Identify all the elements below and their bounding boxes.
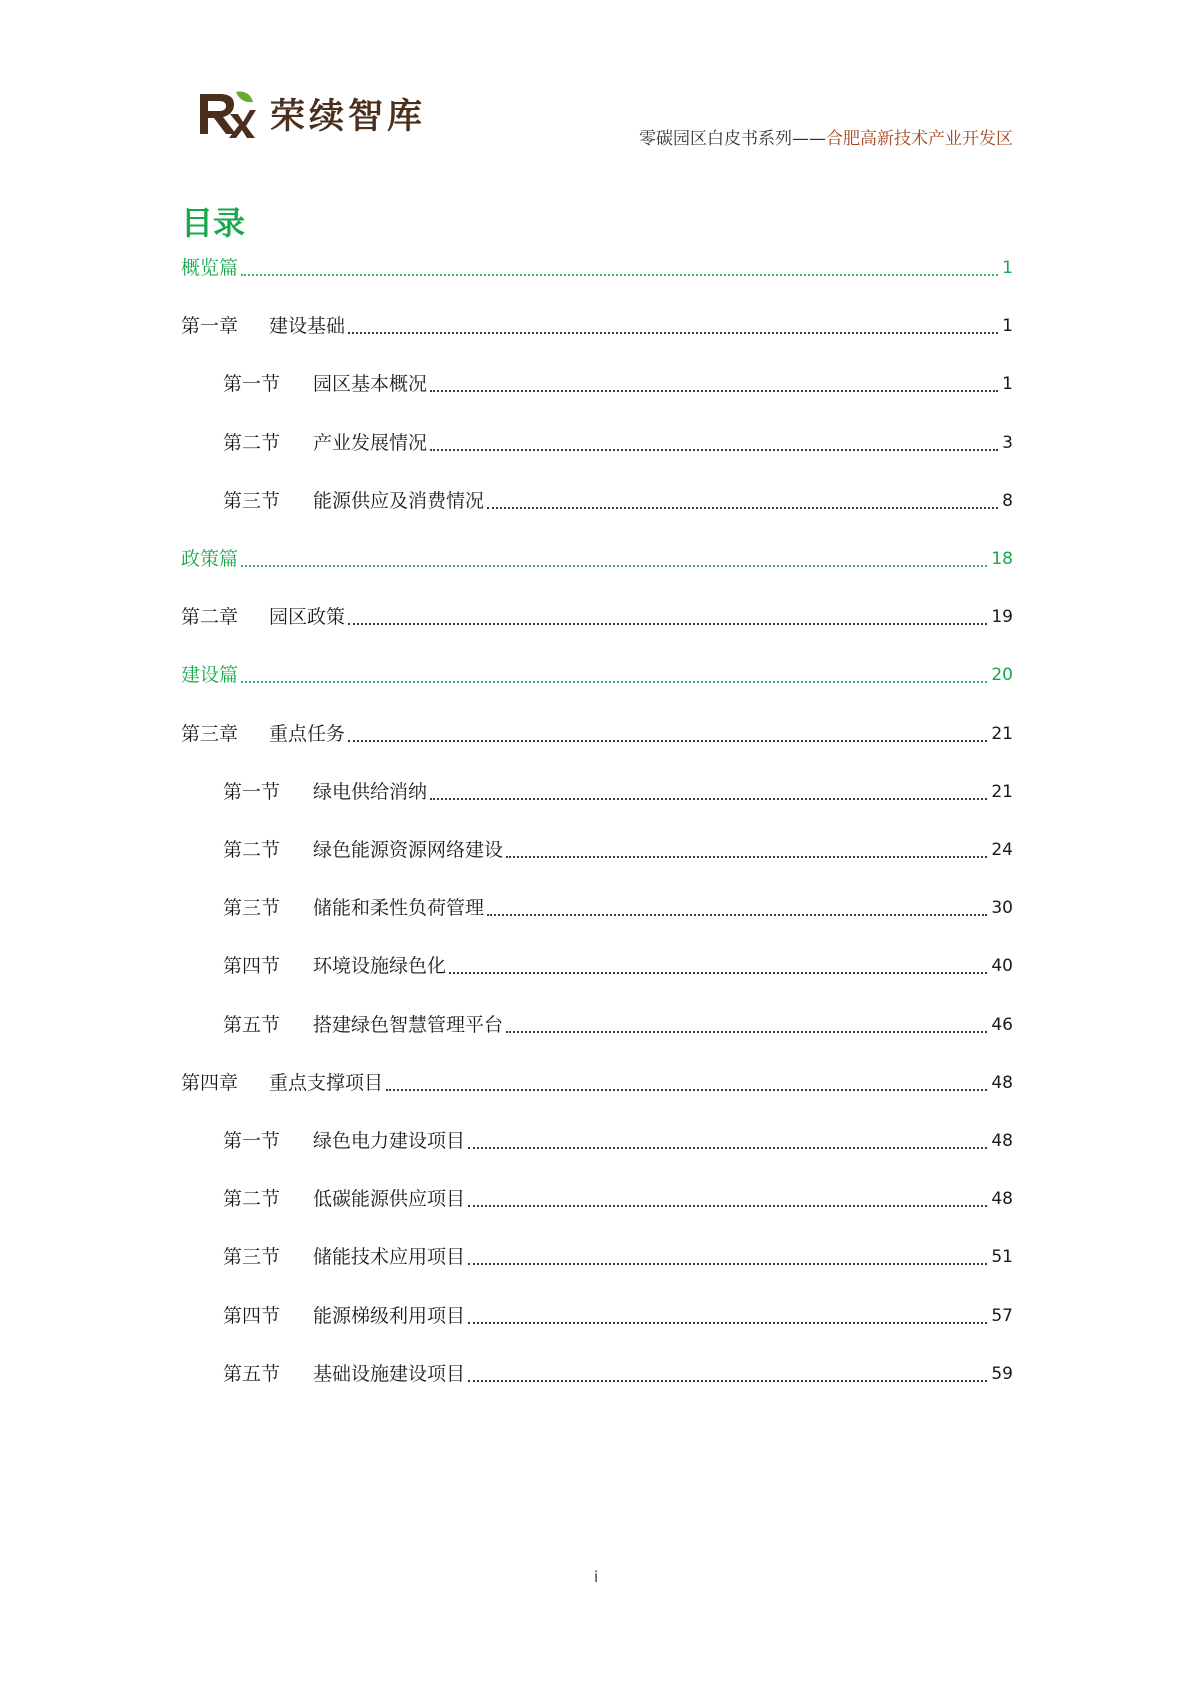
toc-entry-sec[interactable] — [223, 835, 1013, 865]
toc-entry-label: 第二章 — [181, 606, 239, 628]
toc-entry-title: 环境设施绿色化 — [313, 955, 447, 977]
toc-entry-title: 园区基本概况 — [313, 373, 428, 395]
toc-entry-sec[interactable] — [223, 369, 1013, 399]
toc-entry-sec[interactable] — [223, 1126, 1013, 1156]
toc-entry-page: 40 — [991, 956, 1013, 976]
series-title-plain: 零碳园区白皮书系列—— — [639, 129, 826, 149]
toc-entry-label: 第一节 — [223, 781, 281, 803]
toc-entry-title: 产业发展情况 — [313, 432, 428, 454]
toc-dot-leader — [468, 1147, 987, 1149]
toc-entry-chap[interactable] — [181, 311, 1013, 341]
toc-dot-leader — [506, 1031, 987, 1033]
toc-entry-label: 第四节 — [223, 955, 281, 977]
toc-entry-chap[interactable] — [181, 602, 1013, 632]
toc-entry-chap[interactable] — [181, 719, 1013, 749]
toc-entry-title: 园区政策 — [269, 606, 346, 628]
toc-entry-label: 第三节 — [223, 490, 281, 512]
toc-entry-label: 第二节 — [223, 1188, 281, 1210]
toc-entry-sec[interactable] — [223, 486, 1013, 516]
toc-entry-sec[interactable] — [223, 893, 1013, 923]
toc-dot-leader — [241, 274, 998, 276]
toc-entry-part[interactable] — [181, 253, 1013, 283]
logo — [196, 88, 426, 140]
toc-dot-leader — [386, 1089, 987, 1091]
toc-dot-leader — [430, 449, 998, 451]
toc-title: 目录 — [181, 204, 246, 242]
toc-entry-label: 第三节 — [223, 897, 281, 919]
toc-entry-sec[interactable] — [223, 1184, 1013, 1214]
toc-dot-leader — [468, 1205, 987, 1207]
toc-entry-page: 21 — [991, 724, 1013, 744]
toc-entry-label: 政策篇 — [181, 548, 239, 570]
toc-entry-page: 57 — [991, 1306, 1013, 1326]
toc-entry-label: 建设篇 — [181, 664, 239, 686]
toc-dot-leader — [449, 972, 987, 974]
toc-entry-title: 能源供应及消费情况 — [313, 490, 485, 512]
toc-entry-label: 第五节 — [223, 1363, 281, 1385]
toc-entry-page: 59 — [991, 1364, 1013, 1384]
toc-dot-leader — [430, 390, 998, 392]
toc-entry-sec[interactable] — [223, 428, 1013, 458]
toc-dot-leader — [468, 1263, 987, 1265]
toc-entry-label: 第一章 — [181, 315, 239, 337]
toc-dot-leader — [468, 1380, 987, 1382]
toc-entry-label: 第一节 — [223, 1130, 281, 1152]
toc-entry-title: 重点任务 — [269, 723, 346, 745]
toc-entry-page: 19 — [991, 607, 1013, 627]
toc-dot-leader — [348, 740, 987, 742]
toc-entry-label: 第三章 — [181, 723, 239, 745]
series-title — [639, 124, 1013, 149]
toc-entry-page: 8 — [1002, 491, 1013, 511]
toc-entry-title: 绿色电力建设项目 — [313, 1130, 466, 1152]
toc-dot-leader — [487, 914, 987, 916]
toc-entry-part[interactable] — [181, 544, 1013, 574]
toc-entry-label: 第四节 — [223, 1305, 281, 1327]
toc-entry-label: 概览篇 — [181, 257, 239, 279]
toc-dot-leader — [468, 1322, 987, 1324]
toc-entry-page: 1 — [1002, 316, 1013, 336]
toc-entry-sec[interactable] — [223, 1242, 1013, 1272]
toc-entry-title: 绿色能源资源网络建设 — [313, 839, 504, 861]
toc-entry-title: 能源梯级利用项目 — [313, 1305, 466, 1327]
toc-entry-title: 储能和柔性负荷管理 — [313, 897, 485, 919]
toc-entry-title: 低碳能源供应项目 — [313, 1188, 466, 1210]
toc-entry-label: 第三节 — [223, 1246, 281, 1268]
toc-entry-page: 1 — [1002, 258, 1013, 278]
toc-entry-sec[interactable] — [223, 951, 1013, 981]
toc-entry-sec[interactable] — [223, 1301, 1013, 1331]
toc-dot-leader — [487, 507, 998, 509]
toc-entry-sec[interactable] — [223, 1010, 1013, 1040]
toc-dot-leader — [241, 681, 987, 683]
toc-entry-title: 重点支撑项目 — [269, 1072, 384, 1094]
toc-dot-leader — [348, 623, 987, 625]
toc-entry-page: 48 — [991, 1189, 1013, 1209]
toc-entry-sec[interactable] — [223, 1359, 1013, 1389]
toc-entry-title: 建设基础 — [269, 315, 346, 337]
toc-entry-page: 3 — [1002, 433, 1013, 453]
toc-entry-page: 24 — [991, 840, 1013, 860]
toc-entry-page: 1 — [1002, 374, 1013, 394]
toc-entry-title: 储能技术应用项目 — [313, 1246, 466, 1268]
toc-entry-label: 第五节 — [223, 1014, 281, 1036]
toc-entry-page: 48 — [991, 1131, 1013, 1151]
toc-entry-part[interactable] — [181, 660, 1013, 690]
toc-entry-chap[interactable] — [181, 1068, 1013, 1098]
toc-entry-page: 48 — [991, 1073, 1013, 1093]
toc-entry-page: 46 — [991, 1015, 1013, 1035]
toc-entry-page: 20 — [991, 665, 1013, 685]
toc-entry-title: 基础设施建设项目 — [313, 1363, 466, 1385]
toc-entry-title: 绿电供给消纳 — [313, 781, 428, 803]
toc-dot-leader — [430, 798, 987, 800]
rx-logo-icon — [196, 88, 258, 140]
toc-entry-label: 第一节 — [223, 373, 281, 395]
toc-entry-page: 51 — [991, 1247, 1013, 1267]
toc-dot-leader — [241, 565, 987, 567]
logo-text: 荣续智库 — [270, 97, 427, 137]
toc-dot-leader — [506, 856, 987, 858]
page-number: i — [594, 1568, 599, 1586]
toc-entry-page: 21 — [991, 782, 1013, 802]
toc-entry-label: 第二节 — [223, 432, 281, 454]
toc-entry-label: 第四章 — [181, 1072, 239, 1094]
toc-entry-title: 搭建绿色智慧管理平台 — [313, 1014, 504, 1036]
series-title-accent: 合肥高新技术产业开发区 — [826, 129, 1013, 149]
toc-entry-sec[interactable] — [223, 777, 1013, 807]
toc-entry-page: 30 — [991, 898, 1013, 918]
toc-entry-label: 第二节 — [223, 839, 281, 861]
toc-entry-page: 18 — [991, 549, 1013, 569]
toc-dot-leader — [348, 332, 998, 334]
